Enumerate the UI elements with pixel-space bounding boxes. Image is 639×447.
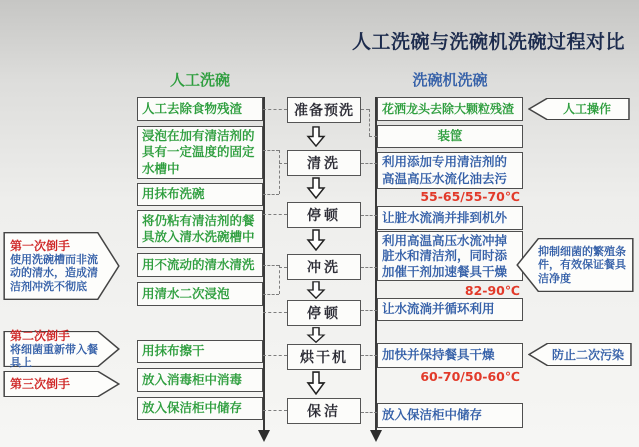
down-arrow-icon — [306, 229, 326, 251]
down-arrow-icon — [306, 371, 326, 395]
down-arrow-icon — [306, 126, 326, 147]
right-step-recycle-water: 让水流淌并循环利用 — [377, 298, 523, 321]
right-step-drain-dirty-water: 让脏水流淌并排到机外 — [377, 206, 523, 230]
left-step-still-water-rinse: 用不流动的清水清洗 — [137, 253, 263, 277]
connector-line — [361, 163, 377, 164]
left-step-storage-cabinet: 放入保洁柜中储存 — [137, 397, 263, 420]
connector-line — [361, 310, 377, 311]
stage-pause-2: 停顿 — [287, 300, 361, 326]
connector-line — [369, 109, 370, 136]
stage-wash: 清洗 — [287, 150, 361, 176]
left-spine-arrow-icon — [258, 430, 270, 442]
left-step-dry-cloth: 用抹布擦干 — [137, 340, 263, 363]
page-title: 人工洗碗与洗碗机洗碗过程对比 — [352, 31, 626, 53]
connector-line — [361, 215, 377, 216]
temp-label-rinse: 82-90℃ — [464, 283, 520, 298]
stage-prewash: 准备预洗 — [287, 97, 361, 123]
connector-line — [263, 214, 287, 215]
connector-line — [361, 412, 377, 413]
connector-line — [263, 150, 279, 151]
connector-line — [263, 109, 287, 110]
left-step-disinfect-cabinet: 放入消毒柜中消毒 — [137, 368, 263, 392]
temp-label-dry: 60-70/50-60℃ — [420, 369, 520, 384]
down-arrow-icon — [306, 177, 326, 199]
connector-line — [263, 410, 287, 411]
callout-manual-operation — [528, 98, 630, 120]
right-step-load-basket: 装筐 — [377, 125, 523, 148]
connector-line — [279, 150, 280, 194]
connector-line — [369, 136, 377, 137]
callout-body: 将细菌重新带入餐具上 — [10, 342, 98, 369]
left-step-move-to-sink: 将仍粘有清洁剂的餐具放入清水洗碗槽中 — [137, 210, 263, 248]
connector-line — [263, 355, 287, 356]
connector-line — [279, 163, 287, 164]
callout-second-handover — [3, 328, 120, 369]
down-arrow-icon — [306, 281, 326, 299]
connector-line — [361, 267, 377, 268]
callout-title: 第一次倒手 — [10, 238, 71, 253]
right-step-storage-cabinet: 放入保洁柜中储存 — [377, 403, 523, 428]
callout-inhibit-bacteria — [516, 238, 634, 292]
right-step-spray-residue: 花洒龙头去除大颗粒残渣 — [377, 97, 523, 121]
callout-text: 抑制细菌的繁殖条件，有效保证餐具洁净度 — [538, 244, 626, 285]
right-step-keep-dry: 加快并保持餐具干燥 — [377, 343, 523, 368]
connector-line — [263, 294, 279, 295]
callout-prevent-recontamination — [528, 343, 632, 366]
temp-label-wash: 55-65/55-70℃ — [420, 189, 520, 204]
connector-line — [361, 109, 369, 110]
callout-title: 第二次倒手 — [10, 328, 71, 343]
stage-clean-keep: 保洁 — [287, 398, 361, 424]
connector-line — [279, 265, 280, 294]
callout-text: 人工操作 — [562, 102, 611, 116]
callout-body: 使用洗碗槽而非流动的清水，造成清洁剂冲洗不彻底 — [10, 252, 98, 293]
left-step-soak: 浸泡在加有清洁剂的具有一定温度的固定水槽中 — [137, 126, 263, 179]
left-column-header: 人工洗碗 — [169, 71, 230, 89]
connector-line — [279, 267, 287, 268]
callout-third-handover — [3, 371, 120, 397]
connector-line — [263, 194, 279, 195]
stage-rinse: 冲洗 — [287, 254, 361, 280]
callout-first-handover — [3, 232, 120, 300]
connector-line — [263, 265, 279, 266]
callout-text: 防止二次污染 — [551, 347, 624, 362]
connector-line — [361, 355, 377, 356]
stage-dryer: 烘干机 — [287, 344, 361, 370]
connector-line — [263, 312, 287, 313]
callout-title: 第三次倒手 — [10, 377, 71, 391]
right-step-rinse-aid: 利用高温高压水流冲掉脏水和清洁剂，同时添加催干剂加速餐具干燥 — [377, 231, 523, 281]
down-arrow-icon — [306, 327, 326, 343]
left-step-second-soak: 用清水二次浸泡 — [137, 282, 263, 306]
right-spine-arrow-icon — [370, 430, 382, 442]
right-step-detergent-wash: 利用添加专用清洁剂的高温高压水流化油去污 — [377, 152, 523, 189]
left-step-wash-cloth: 用抹布洗碗 — [137, 183, 263, 206]
stage-pause-1: 停顿 — [287, 202, 361, 228]
left-step-remove-residue: 人工去除食物残渣 — [137, 97, 263, 121]
right-column-header: 洗碗机洗碗 — [412, 71, 488, 89]
